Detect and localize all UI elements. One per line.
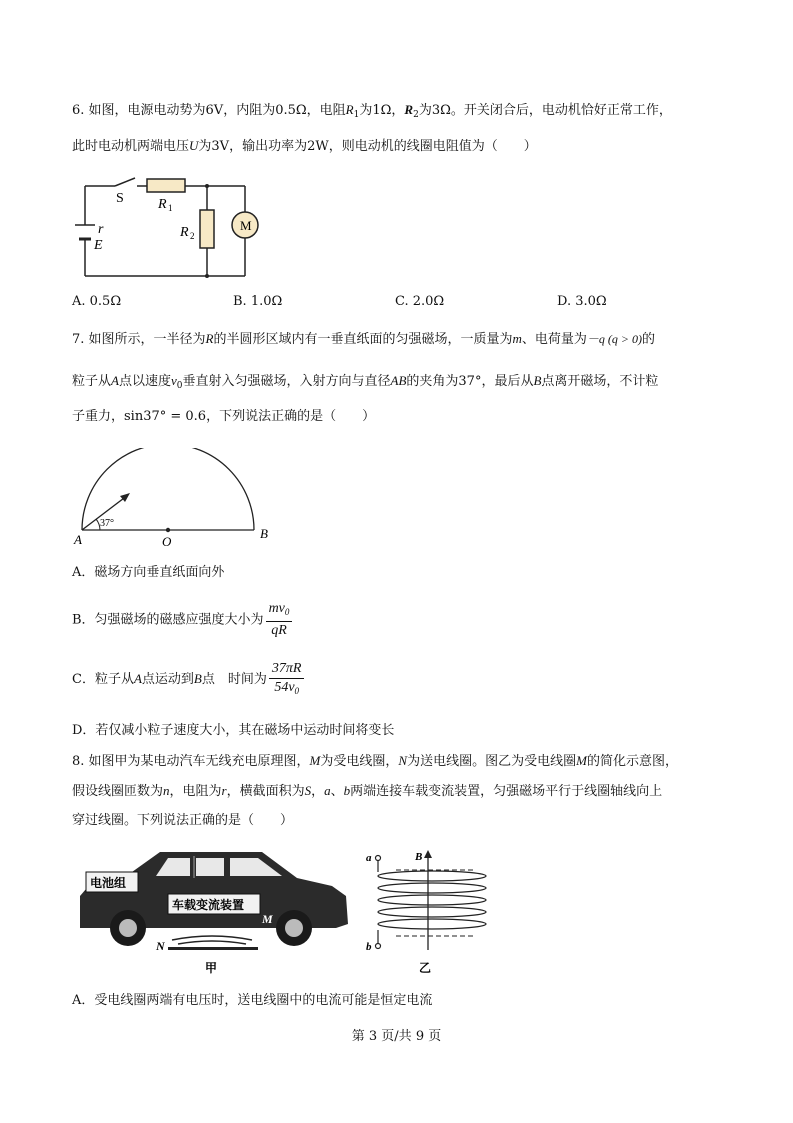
q7-b-symbol: B	[533, 373, 542, 388]
terminal-a-label: a	[366, 852, 372, 864]
q8-n-symbol: N	[398, 753, 408, 768]
q7-text: 的半圆形区域内有一垂直纸面的匀强磁场，一质量为	[213, 332, 513, 347]
sender-coil-label: N	[156, 939, 165, 953]
q6-text: 此时电动机两端电压	[72, 139, 190, 154]
field-arrowhead	[424, 850, 432, 858]
q6-line2	[72, 137, 537, 156]
q8-m2-symbol: M	[576, 753, 587, 768]
q7-m-symbol: m	[512, 331, 522, 346]
q7-text: 点离开磁场，不计粒	[541, 374, 659, 389]
q7-text: 的	[642, 332, 656, 347]
r2-resistor	[200, 210, 214, 248]
figure-jia-caption: 甲	[205, 961, 218, 975]
q7-option-c-fraction	[269, 660, 305, 700]
q6-text: 6. 如图，电源电动势为6V，内阻为0.5Ω，电阻	[72, 103, 346, 118]
q6-option-a: A. 0.5Ω	[72, 294, 122, 309]
angle-label: 37°	[100, 518, 114, 529]
q7-semicircle-diagram	[70, 448, 280, 548]
q7-line2	[72, 372, 658, 395]
battery-pack-label: 电池组	[90, 876, 127, 890]
point-a-label: A	[74, 532, 82, 547]
q7-c-num: 37πR	[269, 660, 305, 679]
q7-line3: 子重力，sin37° = 0.6，下列说法正确的是（ ）	[72, 409, 376, 424]
q6-r1-symbol: R	[345, 102, 354, 117]
q8-text: 为受电线圈，	[320, 754, 399, 769]
q8-coil-figure	[362, 846, 492, 976]
q7-c-a: A	[133, 671, 142, 686]
q8-car-figure	[72, 846, 354, 976]
q7-line1	[72, 330, 655, 349]
q7-text: 垂直射入匀强磁场，入射方向与直径	[182, 374, 391, 389]
q7-ab-symbol: AB	[390, 373, 407, 388]
r2-label: R	[180, 225, 189, 240]
car-window	[196, 858, 224, 876]
q7-option-c	[72, 659, 304, 700]
switch-label: S	[116, 191, 124, 206]
q8-text: 两端连接车载变流装置，匀强磁场平行于线圈轴线向上	[350, 784, 663, 799]
q7-option-b-text: B．匀强磁场的磁感应强度大小为	[72, 612, 264, 628]
q7-text: 7. 如图所示，一半径为	[72, 332, 206, 347]
q7-option-b-fraction	[266, 600, 293, 640]
q7-v0-symbol: v	[170, 373, 177, 388]
internal-resistance-label: r	[98, 222, 104, 237]
q8-text: ，电阻为	[169, 784, 222, 799]
terminal-b	[376, 944, 381, 949]
q7-text: 点运动到	[141, 672, 194, 687]
converter-label: 车载变流装置	[172, 898, 245, 912]
terminal-a	[376, 856, 381, 861]
switch-blade	[115, 178, 135, 186]
q8-line2	[72, 782, 662, 801]
q8-text: 8. 如图甲为某电动汽车无线充电原理图，	[72, 754, 310, 769]
coil-turns	[378, 871, 486, 929]
q7-text: 的夹角为37°，最后从	[406, 374, 534, 389]
q8-m-symbol: M	[309, 753, 321, 768]
q6-circuit-diagram	[75, 170, 260, 282]
r1-label: R	[158, 197, 167, 212]
q7-option-b	[72, 600, 292, 641]
q8-line1	[72, 752, 678, 771]
q6-r2-symbol: R	[404, 102, 414, 117]
q7-charge: －q (q > 0)	[586, 332, 643, 346]
q7-text: 粒子从	[72, 374, 112, 389]
r1-resistor	[147, 179, 185, 192]
q8-line3: 穿过线圈。下列说法正确的是（ ）	[72, 813, 294, 828]
q8-text: 、	[330, 784, 344, 799]
q6-u-symbol: U	[189, 138, 199, 153]
q7-c-b: B	[193, 671, 202, 686]
q7-b-den: qR	[271, 623, 287, 638]
q6-r1-sub: 1	[353, 110, 360, 120]
emf-label: E	[94, 238, 103, 253]
motor-label: M	[240, 218, 252, 233]
r1-label-sub: 1	[168, 203, 173, 213]
page-footer: 第 3 页/共 9 页	[351, 1029, 442, 1044]
receiver-coil-label: M	[262, 912, 273, 926]
q8-a-symbol: a	[324, 783, 331, 798]
q7-text: 、电荷量为	[521, 332, 587, 347]
q7-c-den-sub: 0	[294, 685, 300, 696]
q8-text: 的简化示意图，	[586, 754, 678, 769]
q8-n-turns: n	[163, 783, 170, 798]
sender-coil	[168, 947, 258, 950]
q7-option-d: D．若仅减小粒子速度大小，其在磁场中运动时间将变长	[72, 723, 395, 738]
q8-text: ，	[311, 784, 325, 799]
q6-text: 为1Ω，	[359, 103, 405, 118]
q7-text: 点以速度	[118, 374, 171, 389]
q6-text: 为3Ω。开关闭合后，电动机恰好正常工作，	[418, 103, 672, 118]
q7-r-symbol: R	[205, 331, 214, 346]
q7-v0-sub: 0	[176, 381, 183, 391]
r2-label-sub: 2	[190, 231, 195, 241]
field-b-label: B	[415, 851, 423, 863]
q6-line1	[72, 101, 672, 124]
q6-option-b: B. 1.0Ω	[233, 294, 283, 309]
q8-text: 假设线圈匝数为	[72, 784, 164, 799]
terminal-b-label: b	[366, 941, 372, 953]
q6-option-d: D. 3.0Ω	[557, 294, 607, 309]
q8-r-symbol: r	[221, 783, 227, 798]
q7-option-a: A．磁场方向垂直纸面向外	[72, 565, 225, 580]
q6-text: 为3V，输出功率为2W，则电动机的线圈电阻值为（ ）	[198, 139, 537, 154]
figure-yi-caption: 乙	[419, 961, 432, 975]
q8-s-symbol: S	[304, 783, 312, 798]
q6-r2-sub: 2	[413, 110, 419, 120]
q7-c-den: 54v	[274, 679, 295, 695]
point-o-label: O	[162, 534, 172, 548]
q8-text: ，横截面积为	[226, 784, 305, 799]
q8-text: 为送电线圈。图乙为受电线圈	[407, 754, 577, 769]
center-point	[166, 528, 170, 532]
point-b-label: B	[260, 526, 268, 541]
q8-option-a: A．受电线圈两端有电压时，送电线圈中的电流可能是恒定电流	[72, 993, 433, 1008]
q7-text: 点 时间为	[201, 672, 267, 687]
q7-text: C．粒子从	[72, 672, 134, 687]
q7-b-num: mv	[268, 601, 285, 616]
q7-a-symbol: A	[111, 373, 119, 388]
q6-option-c: C. 2.0Ω	[395, 294, 445, 309]
q8-b-symbol: b	[343, 783, 351, 798]
q7-b-num-sub: 0	[284, 607, 290, 617]
